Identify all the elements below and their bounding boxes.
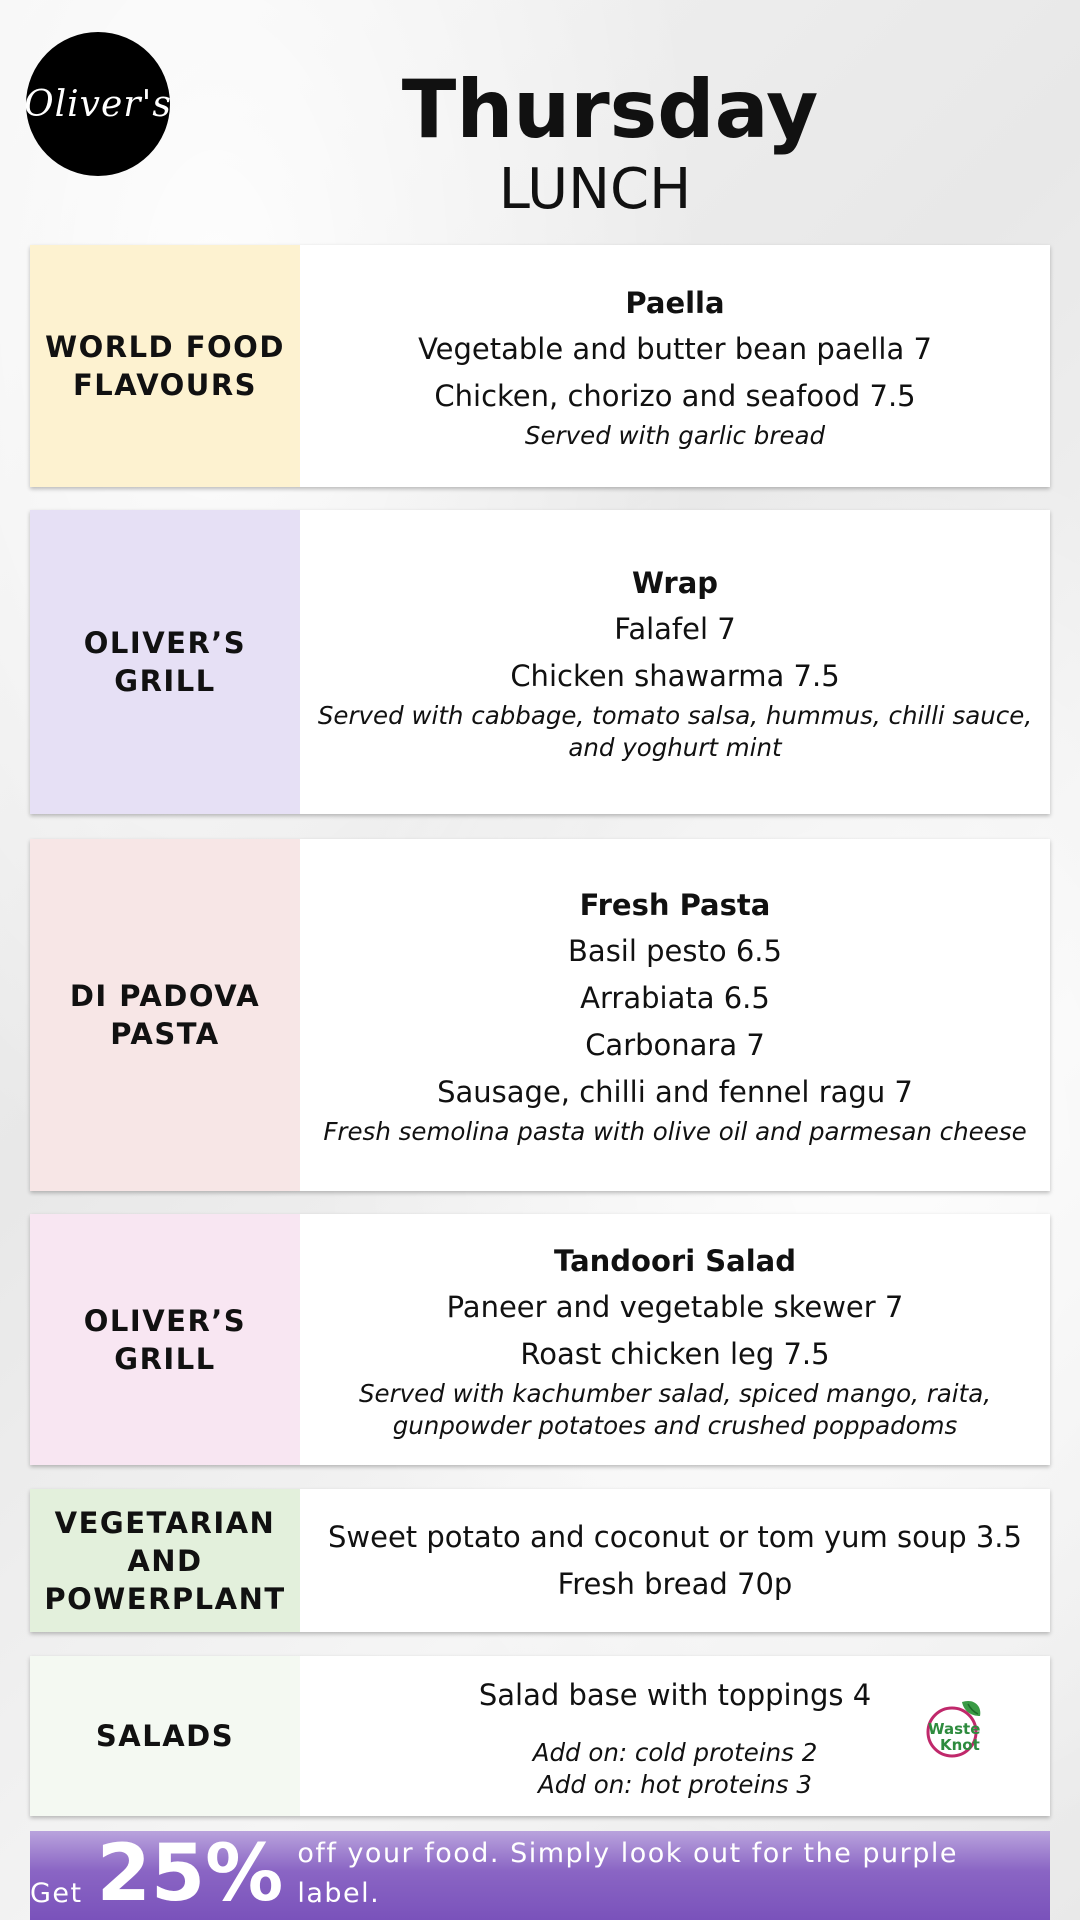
section-label: VEGETARIAN AND POWERPLANT xyxy=(30,1489,300,1632)
menu-section-world-food xyxy=(30,245,1050,487)
section-label: OLIVER’S GRILL xyxy=(30,1214,300,1465)
menu-item: Falafel 7 xyxy=(614,612,736,646)
menu-item: Salad base with toppings 4 xyxy=(478,1677,872,1712)
addon-item: Add on: cold proteins 2 xyxy=(532,1737,818,1767)
menu-item: Carbonara 7 xyxy=(585,1028,765,1062)
meal-subtitle: LUNCH xyxy=(498,157,692,222)
section-content xyxy=(300,839,1050,1191)
menu-item: Chicken shawarma 7.5 xyxy=(510,659,840,693)
menu-section-vegetarian xyxy=(30,1489,1050,1632)
section-content xyxy=(300,1656,1050,1816)
section-content xyxy=(300,510,1050,814)
dish-note: Served with kachumber salad, spiced mango, raita, gunpowder potatoes and crushed poppadoms xyxy=(358,1378,991,1440)
menu-item: Roast chicken leg 7.5 xyxy=(520,1336,830,1371)
section-label: SALADS xyxy=(30,1656,300,1816)
dish-name: Wrap xyxy=(631,566,719,600)
menu-section-pasta xyxy=(30,839,1050,1191)
svg-text:Knot: Knot xyxy=(940,1736,980,1754)
menu-item: Chicken, chorizo and seafood 7.5 xyxy=(434,379,916,413)
olivers-logo xyxy=(26,32,170,176)
menu-section-salads xyxy=(30,1656,1050,1816)
section-content xyxy=(300,1489,1050,1632)
dish-note: Served with garlic bread xyxy=(524,421,826,450)
menu-item: Vegetable and butter bean paella 7 xyxy=(418,332,932,366)
menu-item: Arrabiata 6.5 xyxy=(580,981,770,1015)
dish-name: Paella xyxy=(625,286,725,320)
waste-knot-logo-icon xyxy=(922,1694,992,1764)
dish-name: Fresh Pasta xyxy=(579,888,771,922)
section-content xyxy=(300,1214,1050,1465)
menu-item: Sweet potato and coconut or tom yum soup 3.5 xyxy=(328,1519,1022,1554)
banner-suffix: off your food. Simply look out for the purple label. xyxy=(297,1838,958,1909)
menu-item: Paneer and vegetable skewer 7 xyxy=(446,1289,904,1324)
section-label: DI PADOVA PASTA xyxy=(30,839,300,1191)
day-title: Thursday xyxy=(401,63,819,156)
banner-prefix: Get xyxy=(30,1878,83,1909)
dish-note: Fresh semolina pasta with olive oil and parmesan cheese xyxy=(323,1117,1027,1146)
menu-item: Fresh bread 70p xyxy=(557,1566,793,1601)
menu-item: Basil pesto 6.5 xyxy=(568,934,782,968)
dish-note: Served with cabbage, tomato salsa, hummus, chilli sauce, and yoghurt mint xyxy=(317,701,1033,762)
section-label: WORLD FOOD FLAVOURS xyxy=(30,245,300,487)
section-content xyxy=(300,245,1050,487)
banner-highlight: 25% xyxy=(96,1829,284,1919)
dish-name: Tandoori Salad xyxy=(554,1243,796,1278)
discount-banner xyxy=(30,1831,1050,1920)
addon-item: Add on: hot proteins 3 xyxy=(538,1769,812,1799)
svg-text:Waste: Waste xyxy=(928,1720,981,1738)
menu-section-olivers-grill-tandoori xyxy=(30,1214,1050,1465)
section-label: OLIVER’S GRILL xyxy=(30,510,300,814)
menu-item: Sausage, chilli and fennel ragu 7 xyxy=(437,1075,913,1109)
menu-section-olivers-grill-wrap xyxy=(30,510,1050,814)
logo-text: Oliver's xyxy=(24,83,172,125)
